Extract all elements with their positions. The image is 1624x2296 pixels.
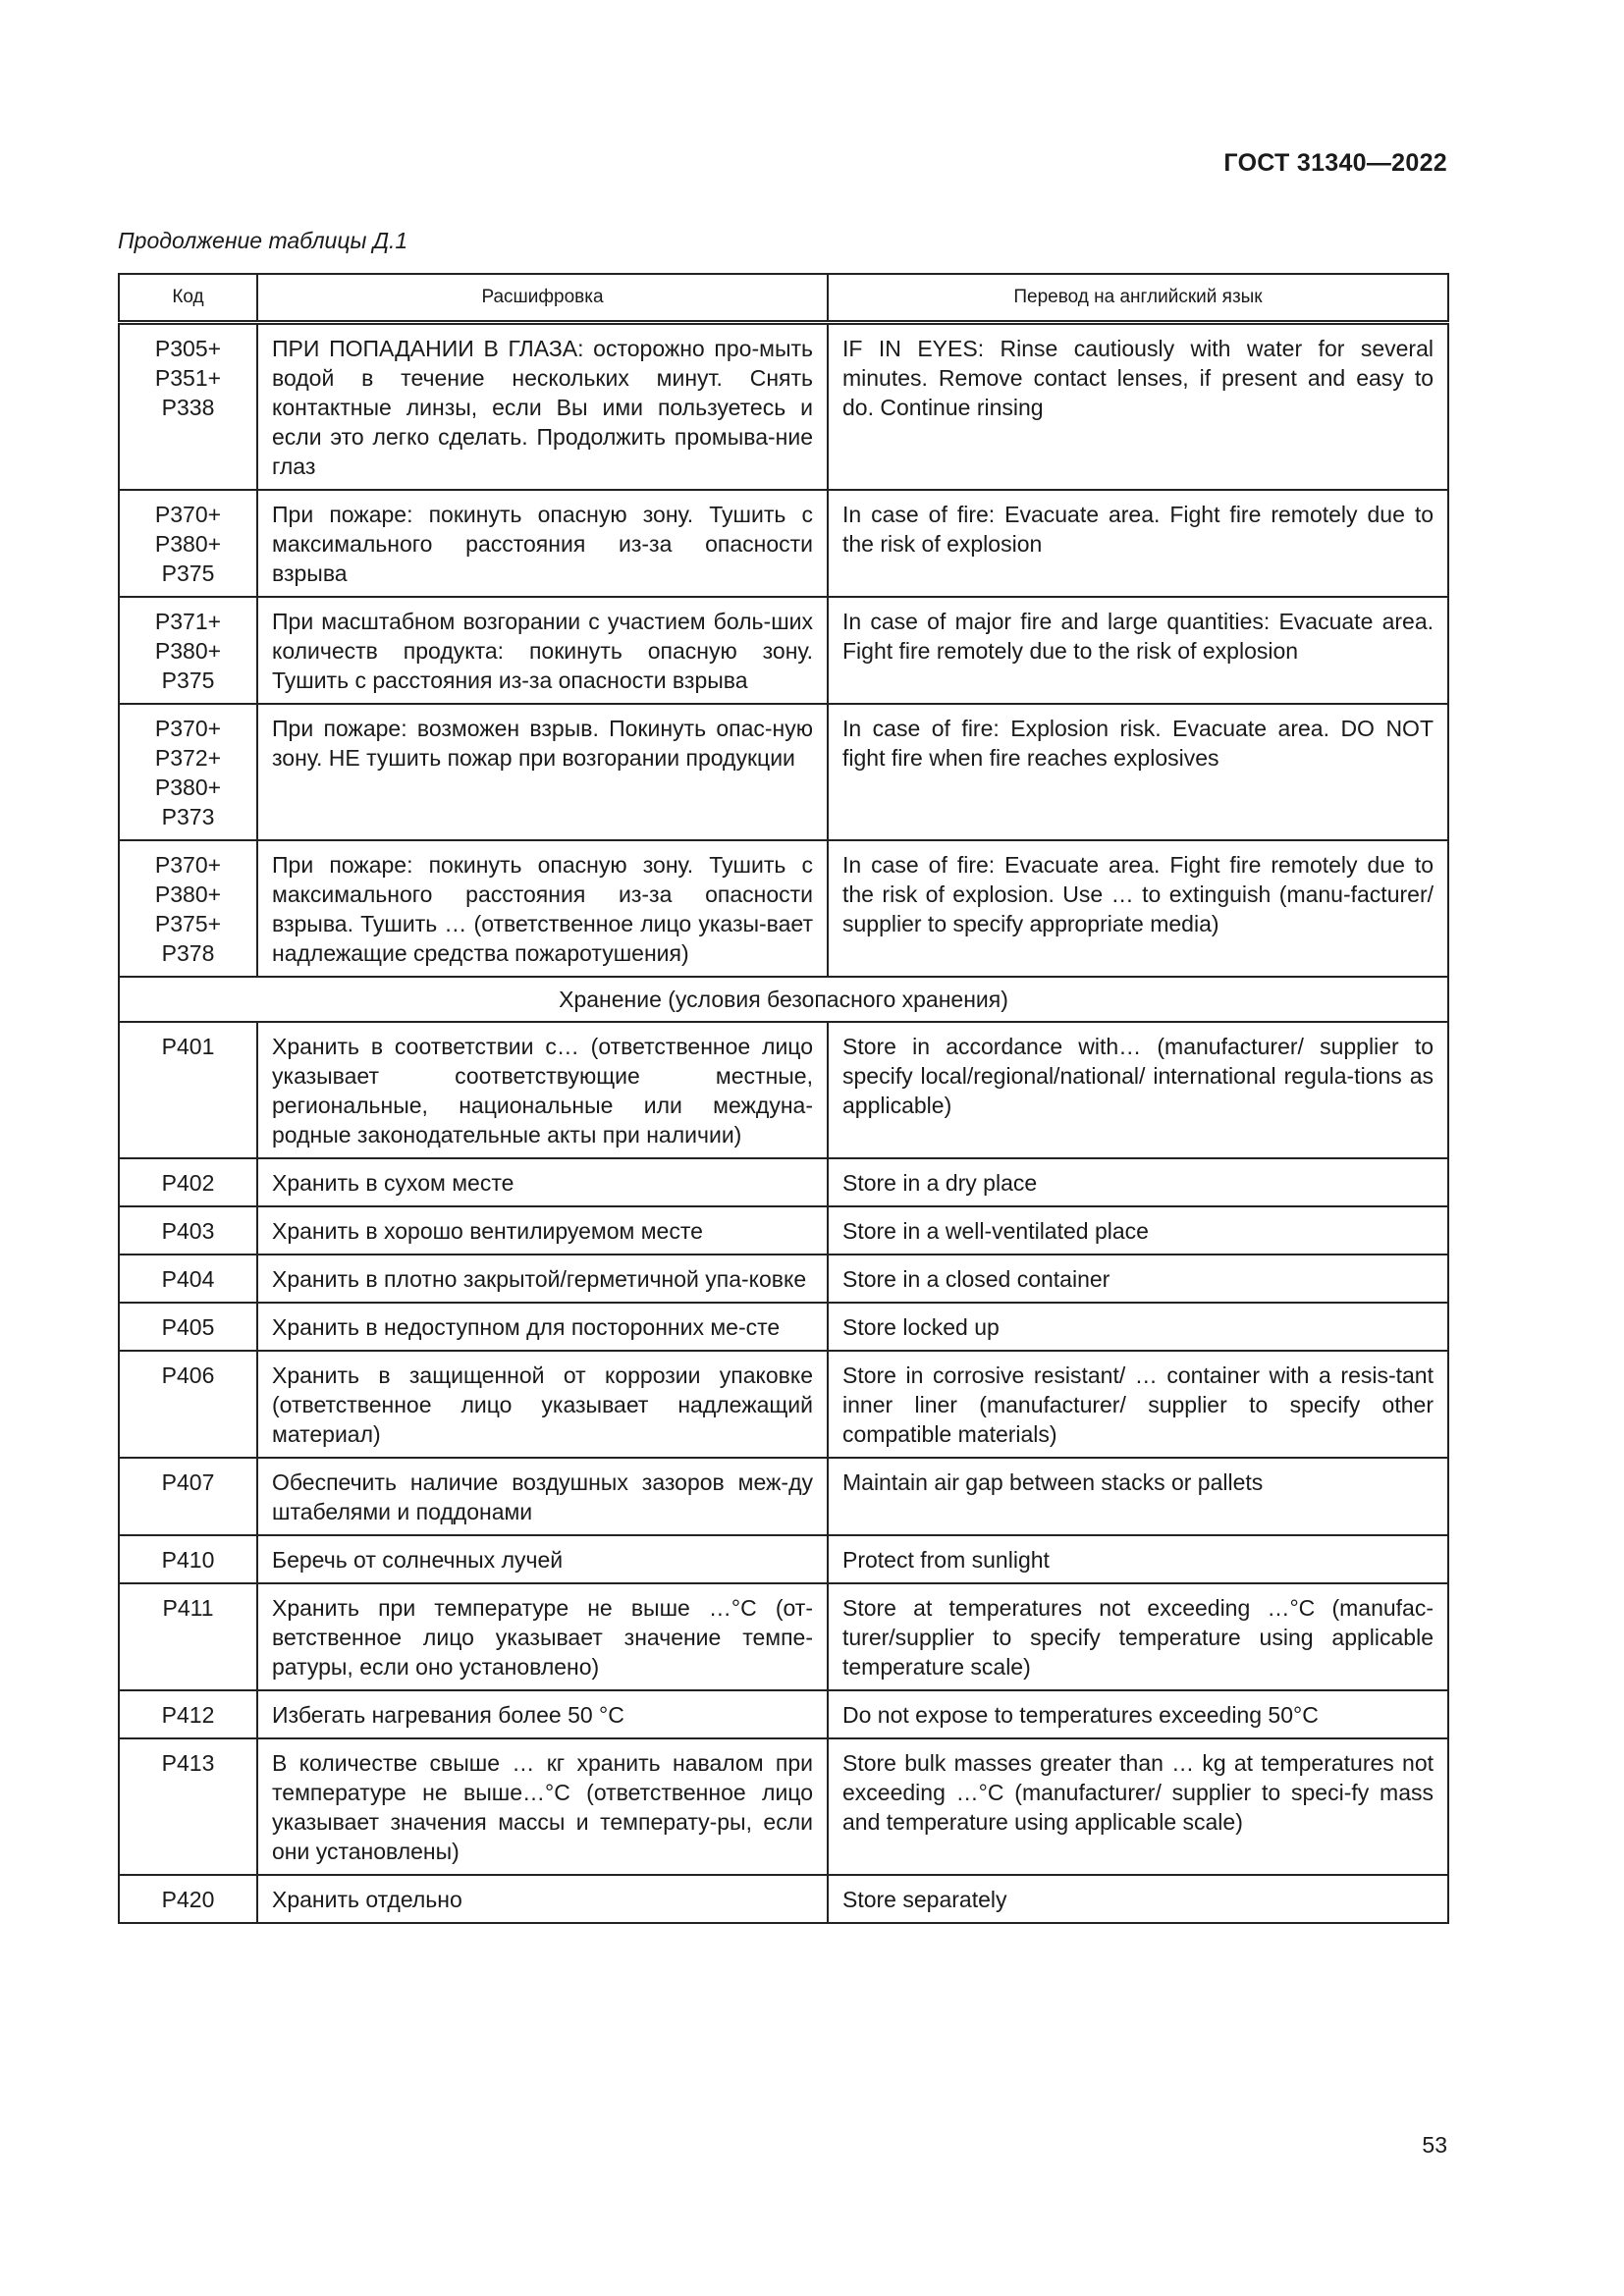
table-row (119, 1206, 1448, 1255)
code-line: P420 (161, 1887, 215, 1912)
code-line: P375+ (154, 911, 222, 936)
document-header: ГОСТ 31340—2022 (1223, 149, 1447, 177)
code-line: P370+ (154, 852, 222, 878)
code-line: P380+ (154, 531, 222, 557)
table-row (119, 323, 1448, 491)
russian-description-cell: ПРИ ПОПАДАНИИ В ГЛАЗА: осторожно про-мыть водой в течение нескольких минут. Снять контактные линзы, если Вы ими пользуетесь и если это легко сделать. Продолжить промыва-ние глаз (257, 323, 828, 491)
russian-description-cell: Хранить в плотно закрытой/герметичной упа-ковке (257, 1255, 828, 1303)
russian-description-cell: Хранить в защищенной от коррозии упаковке (ответственное лицо указывает надлежащий материал) (257, 1351, 828, 1458)
table-row (119, 1303, 1448, 1351)
russian-description-cell: При пожаре: покинуть опасную зону. Тушить с максимального расстояния из-за опасности взрыва. Тушить … (ответственное лицо указы-вает надлежащие средства пожаротушения) (257, 840, 828, 977)
table-row (119, 704, 1448, 840)
code-line: P410 (161, 1547, 215, 1573)
table-header-row (119, 274, 1448, 323)
russian-description-cell: Хранить в сухом месте (257, 1158, 828, 1206)
code-cell (119, 1875, 257, 1923)
code-line: P378 (161, 940, 215, 966)
code-cell (119, 704, 257, 840)
table-row (119, 597, 1448, 704)
code-cell (119, 1535, 257, 1583)
english-translation-cell: In case of fire: Evacuate area. Fight fire remotely due to the risk of explosion. Use … to extinguish (manu-facturer/ supplier to specify appropriate media) (828, 840, 1448, 977)
english-translation-cell: Store in a well-ventilated place (828, 1206, 1448, 1255)
code-line: P411 (162, 1595, 214, 1621)
code-line: P406 (161, 1362, 215, 1388)
english-translation-cell: In case of fire: Explosion risk. Evacuate area. DO NOT fight fire when fire reaches explosives (828, 704, 1448, 840)
english-translation-cell: Store in a closed container (828, 1255, 1448, 1303)
code-line: P370+ (154, 502, 222, 527)
english-translation-cell: In case of major fire and large quantities: Evacuate area. Fight fire remotely due to the risk of explosion (828, 597, 1448, 704)
table-row (119, 1583, 1448, 1690)
section-row (119, 977, 1448, 1022)
code-cell (119, 1458, 257, 1535)
russian-description-cell: Обеспечить наличие воздушных зазоров меж-ду штабелями и поддонами (257, 1458, 828, 1535)
section-title: Хранение (условия безопасного хранения) (119, 977, 1448, 1022)
russian-description-cell: Хранить в хорошо вентилируемом месте (257, 1206, 828, 1255)
russian-description-cell: При масштабном возгорании с участием боль-ших количеств продукта: покинуть опасную зону. Тушить с расстояния из-за опасности взрыва (257, 597, 828, 704)
code-line: P372+ (154, 745, 222, 771)
code-cell (119, 1206, 257, 1255)
english-translation-cell: In case of fire: Evacuate area. Fight fire remotely due to the risk of explosion (828, 490, 1448, 597)
code-line: P380+ (154, 638, 222, 664)
code-cell (119, 1738, 257, 1875)
english-translation-cell: Store in corrosive resistant/ … container with a resis-tant inner liner (manufacturer/ supplier to specify other compatible materials) (828, 1351, 1448, 1458)
code-cell (119, 490, 257, 597)
english-translation-cell: Do not expose to temperatures exceeding 50°C (828, 1690, 1448, 1738)
code-cell (119, 1690, 257, 1738)
english-translation-cell: Store separately (828, 1875, 1448, 1923)
table-row (119, 1351, 1448, 1458)
code-cell (119, 1158, 257, 1206)
code-line: P404 (161, 1266, 215, 1292)
column-header-code: Код (119, 274, 257, 323)
code-line: P305+ (154, 336, 222, 361)
code-cell (119, 1583, 257, 1690)
code-line: P380+ (154, 774, 222, 800)
russian-description-cell: Избегать нагревания более 50 °С (257, 1690, 828, 1738)
code-cell (119, 1303, 257, 1351)
russian-description-cell: В количестве свыше … кг хранить навалом при температуре не выше…°С (ответственное лицо указывает значения массы и температу-ры, если они установлены) (257, 1738, 828, 1875)
table-row (119, 1158, 1448, 1206)
code-line: P373 (161, 804, 215, 829)
code-line: P401 (161, 1034, 215, 1059)
english-translation-cell: Store locked up (828, 1303, 1448, 1351)
code-line: P375 (161, 667, 215, 693)
code-cell (119, 840, 257, 977)
english-translation-cell: Store in accordance with… (manufacturer/ supplier to specify local/regional/national/ international regula-tions as applicable) (828, 1022, 1448, 1158)
code-line: P370+ (154, 716, 222, 741)
code-line: P338 (161, 395, 215, 420)
code-cell (119, 1351, 257, 1458)
english-translation-cell: Maintain air gap between stacks or pallets (828, 1458, 1448, 1535)
russian-description-cell: Хранить в соответствии с… (ответственное лицо указывает соответствующие местные, региональные, национальные или междуна-родные законодательные акты при наличии) (257, 1022, 828, 1158)
table-row (119, 840, 1448, 977)
code-cell (119, 597, 257, 704)
code-line: P405 (161, 1314, 215, 1340)
table-row (119, 1690, 1448, 1738)
english-translation-cell: Store in a dry place (828, 1158, 1448, 1206)
russian-description-cell: Хранить отдельно (257, 1875, 828, 1923)
page-number: 53 (1422, 2132, 1447, 2158)
russian-description-cell: Хранить при температуре не выше …°С (от-ветственное лицо указывает значение темпе-ратуры, если оно установлено) (257, 1583, 828, 1690)
code-cell (119, 1255, 257, 1303)
russian-description-cell: При пожаре: возможен взрыв. Покинуть опас-ную зону. НЕ тушить пожар при возгорании продукции (257, 704, 828, 840)
column-header-decoding: Расшифровка (257, 274, 828, 323)
russian-description-cell: Хранить в недоступном для посторонних ме-сте (257, 1303, 828, 1351)
code-cell (119, 1022, 257, 1158)
table-row (119, 1738, 1448, 1875)
english-translation-cell: Store bulk masses greater than … kg at temperatures not exceeding …°C (manufacturer/ supplier to speci-fy mass and temperature using applicable scale) (828, 1738, 1448, 1875)
code-line: P380+ (154, 881, 222, 907)
russian-description-cell: Беречь от солнечных лучей (257, 1535, 828, 1583)
english-translation-cell: Protect from sunlight (828, 1535, 1448, 1583)
code-line: P402 (161, 1170, 215, 1196)
code-line: P403 (161, 1218, 215, 1244)
code-line: P371+ (154, 609, 222, 634)
table-row (119, 1458, 1448, 1535)
code-line: P375 (161, 561, 215, 586)
column-header-translation: Перевод на английский язык (828, 274, 1448, 323)
code-line: P351+ (154, 365, 222, 391)
table-row (119, 490, 1448, 597)
code-cell (119, 323, 257, 491)
code-line: P412 (161, 1702, 215, 1728)
table-body (119, 323, 1448, 1924)
code-line: P413 (161, 1750, 215, 1776)
table-row (119, 1535, 1448, 1583)
table-caption: Продолжение таблицы Д.1 (118, 228, 408, 253)
hazard-codes-table (118, 273, 1449, 1924)
english-translation-cell: IF IN EYES: Rinse cautiously with water for several minutes. Remove contact lenses, if present and easy to do. Continue rinsing (828, 323, 1448, 491)
table-row (119, 1022, 1448, 1158)
table-row (119, 1875, 1448, 1923)
code-line: P407 (161, 1469, 215, 1495)
english-translation-cell: Store at temperatures not exceeding …°C (manufac-turer/supplier to specify temperature using applicable temperature scale) (828, 1583, 1448, 1690)
russian-description-cell: При пожаре: покинуть опасную зону. Тушить с максимального расстояния из-за опасности взрыва (257, 490, 828, 597)
table-row (119, 1255, 1448, 1303)
